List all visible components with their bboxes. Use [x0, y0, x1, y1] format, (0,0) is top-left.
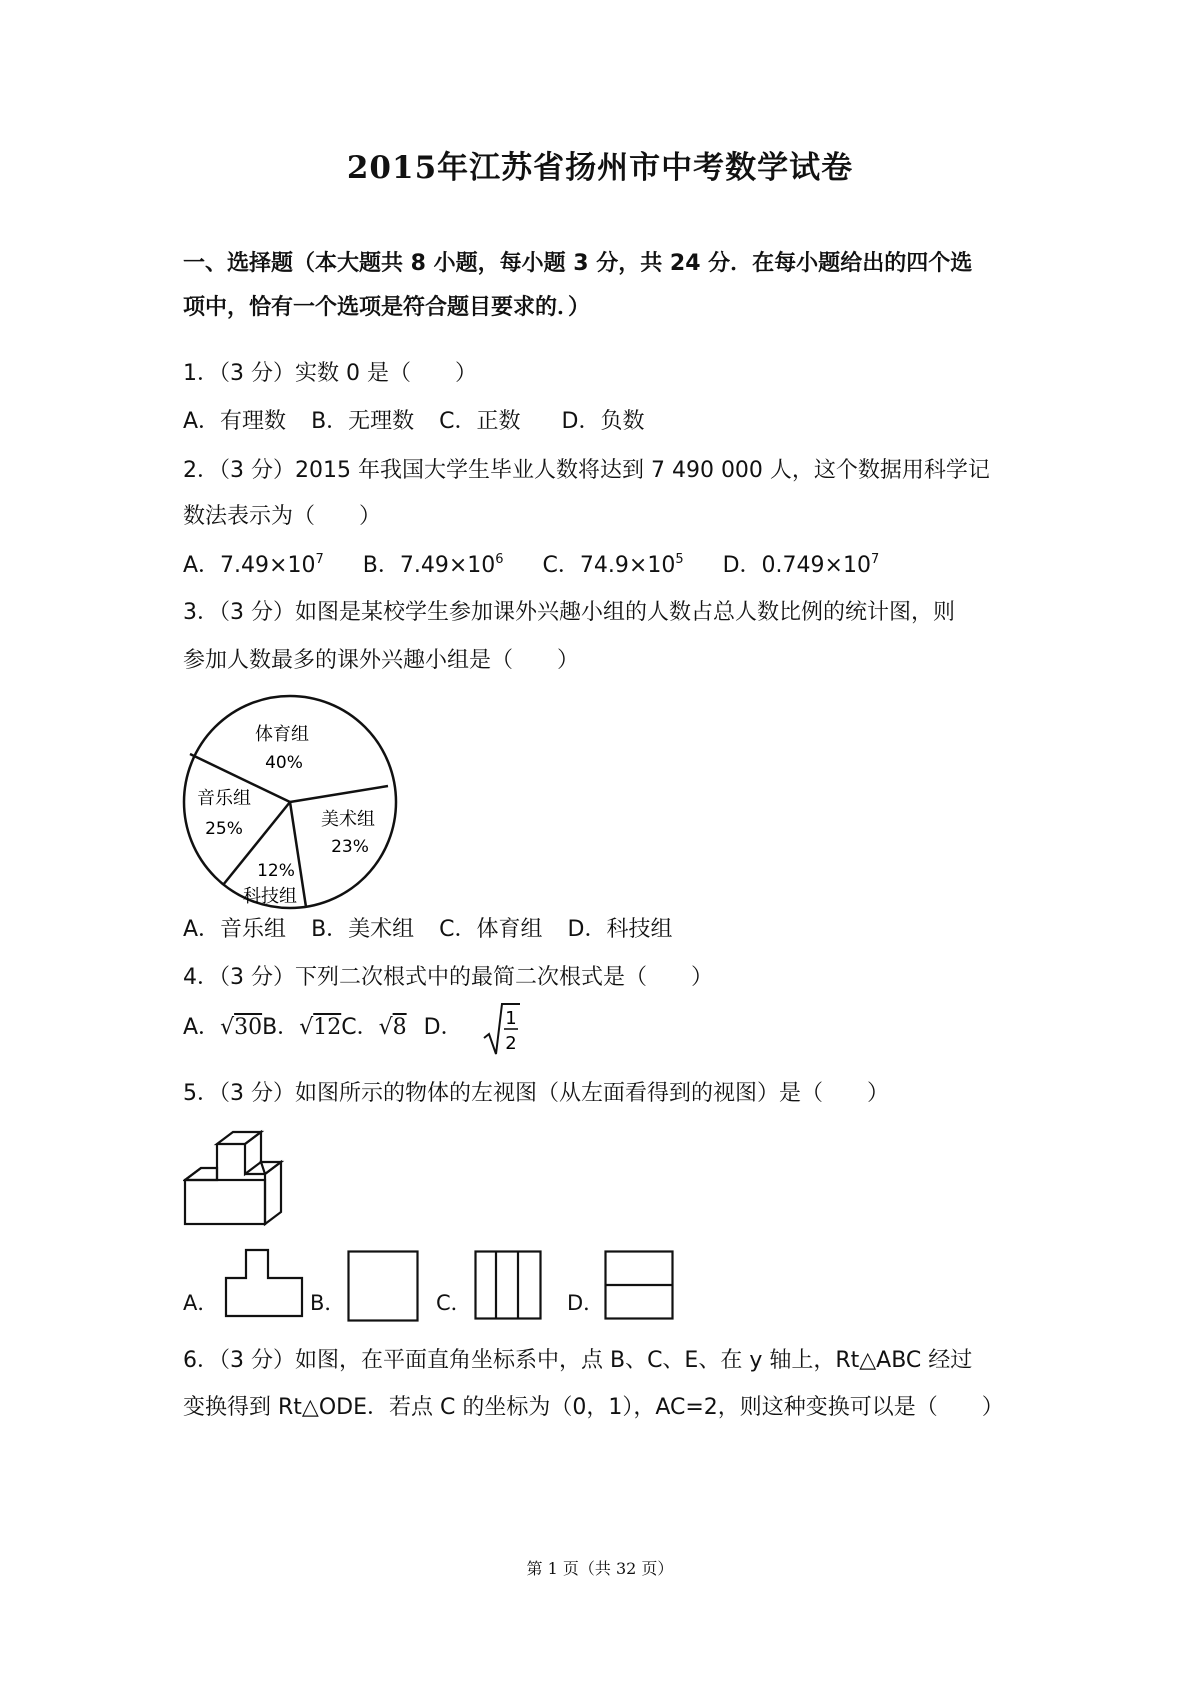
section-heading-line1: 一、选择题（本大题共 8 小题，每小题 3 分，共 24 分．在每小题给出的四个选 — [183, 251, 973, 276]
q2-options — [183, 550, 1033, 582]
q5-option-b-figure — [347, 1250, 419, 1322]
q5-stem: 5．（3 分）如图所示的物体的左视图（从左面看得到的视图）是（ ） — [183, 1081, 889, 1106]
pie-pct-music: 25% — [205, 819, 243, 839]
pie-pct-art: 23% — [331, 837, 369, 857]
q4-d-denominator: 2 — [505, 1033, 517, 1054]
pie-pct-tech: 12% — [257, 861, 295, 881]
q5-option-a-figure — [224, 1248, 304, 1318]
q4-option-c: C．√8 — [341, 1015, 407, 1040]
q3-options — [183, 914, 1033, 946]
q2-option-a: A．$7.49\times 10^7$ — [183, 552, 324, 578]
q4-option-d-radical — [482, 1000, 522, 1056]
q4-options — [183, 1012, 1033, 1044]
q3-option-a: A．音乐组 — [183, 917, 287, 942]
q1-option-a: A．有理数 — [183, 409, 287, 434]
q5-option-d-figure — [604, 1250, 674, 1320]
page-title: 2015年江苏省扬州市中考数学试卷 — [346, 150, 854, 186]
q4-stem: 4．（3 分）下列二次根式中的最简二次根式是（ ） — [183, 965, 713, 990]
q1-option-b: B．无理数 — [311, 409, 415, 434]
q5-label-c: C． — [436, 1291, 472, 1315]
pie-divider-sport-art — [290, 786, 388, 802]
q6-stem-line1: 6．（3 分）如图，在平面直角坐标系中，点 B、C、E、在 y 轴上，Rt△ABC 经过 — [183, 1348, 973, 1373]
q1-stem: 1．（3 分）实数 0 是（ ） — [183, 361, 477, 386]
q4-option-b: B．√12 — [262, 1015, 342, 1040]
q1-option-c: C．正数 — [439, 409, 521, 434]
page-footer: 第 1 页（共 32 页） — [526, 1559, 674, 1578]
q4-d-numerator: 1 — [505, 1008, 517, 1029]
q4-option-d: D． — [423, 1015, 463, 1040]
q2-stem-line1: 2．（3 分）2015 年我国大学生毕业人数将达到 7 490 000 人，这个数据用科学记 — [183, 458, 990, 483]
q1-option-d: D．负数 — [561, 409, 645, 434]
pie-label-sport: 体育组 — [255, 724, 309, 745]
q2-option-b: B．$7.49\times 10^6$ — [362, 552, 504, 578]
pie-label-art: 美术组 — [321, 809, 375, 830]
q3-option-c: C．体育组 — [439, 917, 543, 942]
q2-stem-line2: 数法表示为（ ） — [183, 504, 382, 529]
q2-option-d: D．$0.749\times 10^7$ — [722, 552, 880, 578]
q5-label-a: A． — [183, 1291, 219, 1315]
q3-option-b: B．美术组 — [311, 917, 415, 942]
q1-options — [183, 406, 1033, 438]
q2-option-c: C．$74.9\times 10^5$ — [542, 552, 684, 578]
pie-pct-sport: 40% — [265, 753, 303, 773]
q3-stem-line1: 3．（3 分）如图是某校学生参加课外兴趣小组的人数占总人数比例的统计图，则 — [183, 600, 955, 625]
q3-option-d: D．科技组 — [567, 917, 673, 942]
q6-stem-line2: 变换得到 Rt△ODE．若点 C 的坐标为（0，1），AC=2，则这种变换可以是（ ） — [183, 1395, 1004, 1420]
q4-option-a: A．√30 — [183, 1015, 263, 1040]
q5-option-c-figure — [474, 1250, 542, 1320]
section-heading-line2: 项中，恰有一个选项是符合题目要求的．） — [183, 295, 591, 320]
pie-label-tech: 科技组 — [243, 886, 297, 907]
q5-label-b: B． — [310, 1291, 346, 1315]
pie-label-music: 音乐组 — [197, 788, 251, 809]
q3-pie-chart — [178, 690, 402, 912]
q3-stem-line2: 参加人数最多的课外兴趣小组是（ ） — [183, 648, 580, 673]
q5-label-d: D． — [567, 1291, 605, 1315]
q5-object-3d — [183, 1128, 299, 1228]
